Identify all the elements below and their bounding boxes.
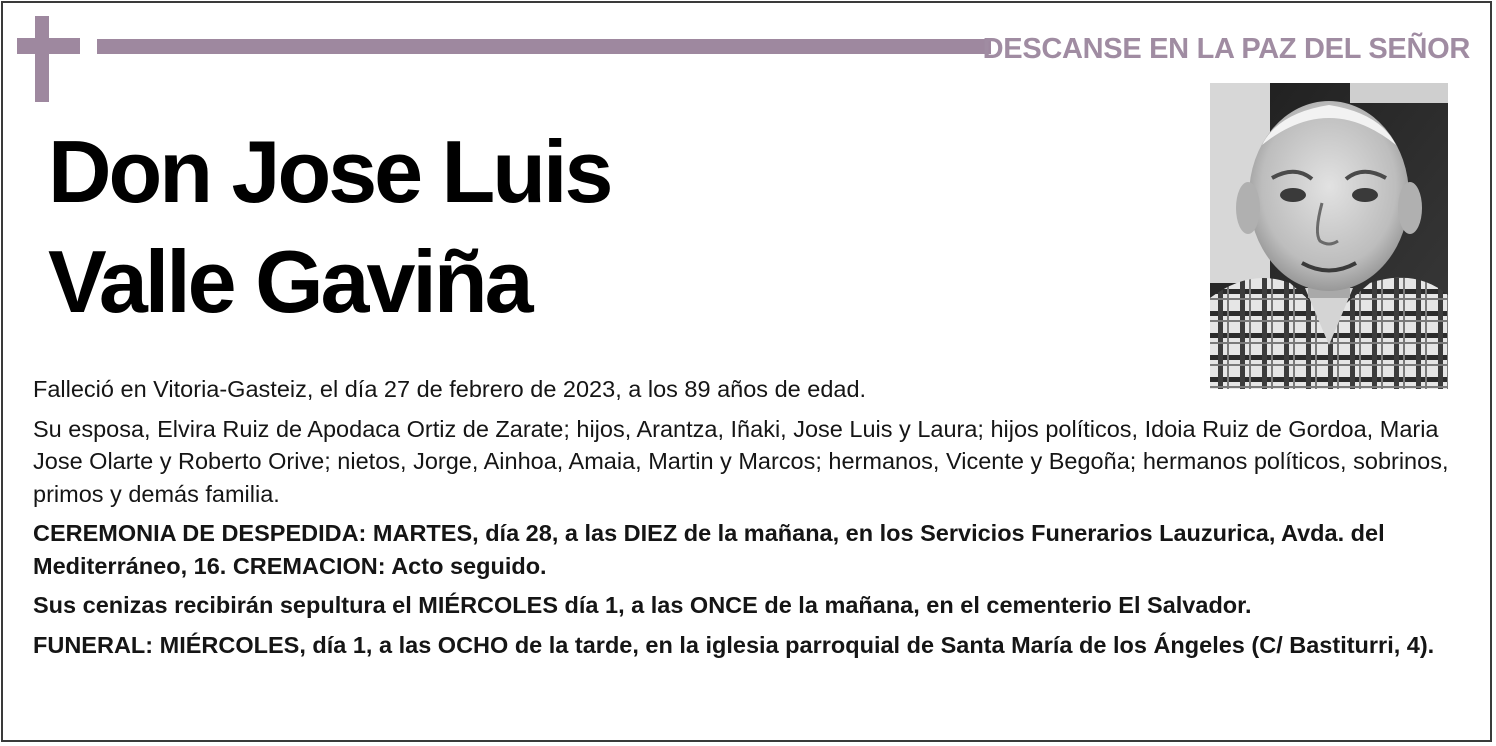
deceased-name xyxy=(48,117,610,337)
family-list: Su esposa, Elvira Ruiz de Apodaca Ortiz de Zarate; hijos, Arantza, Iñaki, Jose Luis y Laura; hijos políticos, Idoia Ruiz de Gordoa, Maria Jose Olarte y Roberto Orive; nietos, Jorge, Ainhoa, Amaia, Martin y Marcos; hermanos, Vicente y Begoña; hermanos políticos, sobrinos, primos y demás familia. xyxy=(33,415,1449,507)
funeral-details: FUNERAL: MIÉRCOLES, día 1, a las OCHO de la tarde, en la iglesia parroquial de Santa María de los Ángeles (C/ Bastiturri, 4). xyxy=(33,631,1435,658)
header-rule xyxy=(97,39,991,54)
cross-icon-vertical xyxy=(35,16,49,102)
obituary-body xyxy=(33,373,1463,661)
portrait-photo xyxy=(1210,83,1448,389)
name-line-1: Don Jose Luis xyxy=(48,122,611,221)
name-line-2: Valle Gaviña xyxy=(48,232,531,331)
header-motto: DESCANSE EN LA PAZ DEL SEÑOR xyxy=(982,33,1470,65)
ceremony-details: CEREMONIA DE DESPEDIDA: MARTES, día 28, a las DIEZ de la mañana, en los Servicios Funerarios Lauzurica, Avda. del Mediterráneo, 16. CREMACION: Acto seguido. xyxy=(33,520,1385,579)
death-notice: Falleció en Vitoria-Gasteiz, el día 27 de febrero de 2023, a los 89 años de edad. xyxy=(33,376,867,402)
portrait-illustration xyxy=(1210,83,1448,389)
burial-details: Sus cenizas recibirán sepultura el MIÉRCOLES día 1, a las ONCE de la mañana, en el cementerio El Salvador. xyxy=(33,592,1252,618)
cross-icon-horizontal xyxy=(17,38,80,54)
